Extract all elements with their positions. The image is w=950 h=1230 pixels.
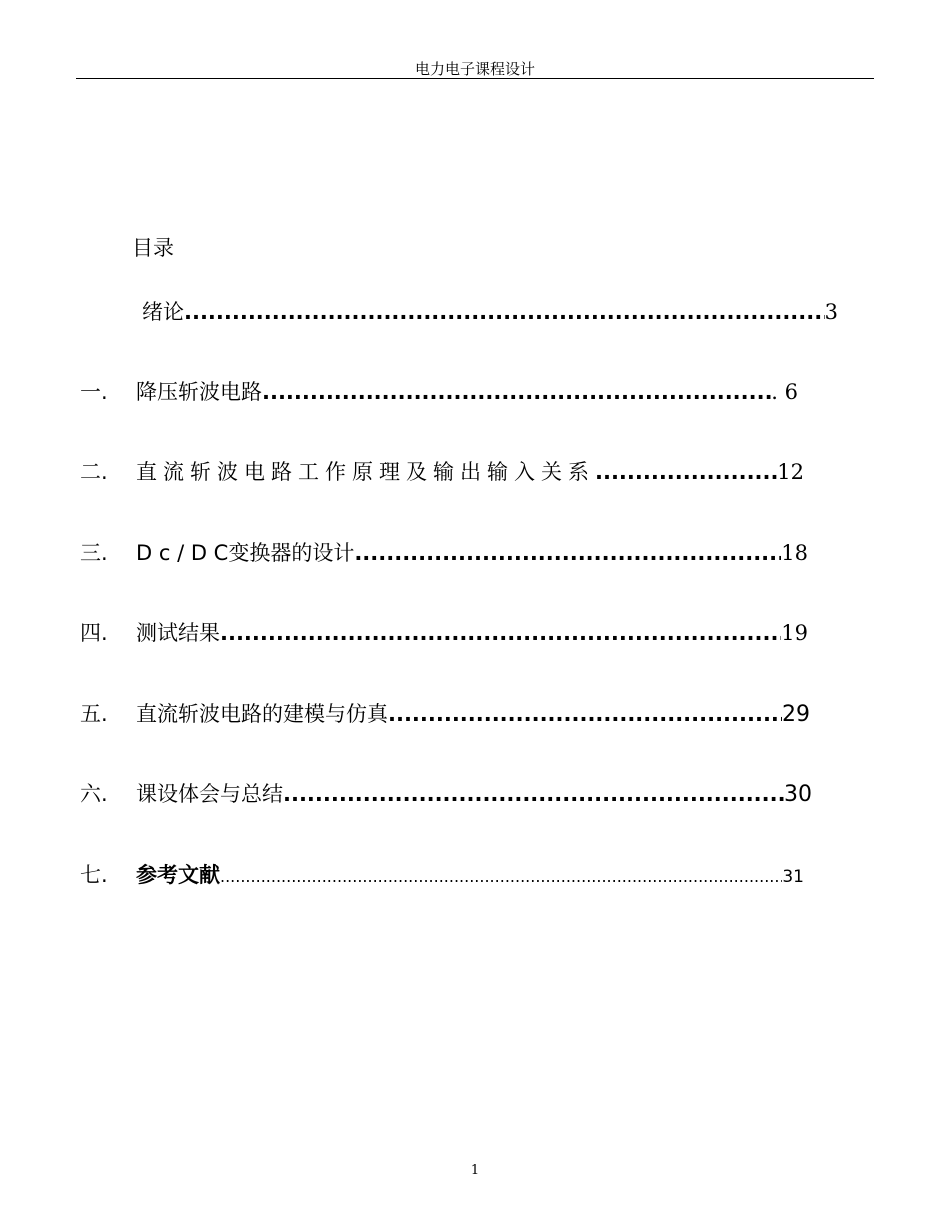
- toc-entry-1[interactable]: [80, 376, 798, 406]
- toc-entry-5[interactable]: [80, 698, 810, 728]
- toc-entry-label: 绪论: [142, 300, 184, 324]
- toc-entry-page: 31: [782, 867, 804, 887]
- running-header: 电力电子课程设计: [414, 60, 535, 78]
- toc-entry-number: 一.: [80, 380, 108, 404]
- toc-entry-label: 参考文献: [136, 863, 220, 887]
- toc-entry-label: 降压斩波电路: [136, 380, 262, 404]
- toc-leader-dots: [220, 621, 781, 645]
- page-number: 1: [470, 1163, 480, 1178]
- toc-leader-dots: [388, 702, 782, 726]
- toc-leader-dots: [220, 867, 782, 886]
- toc-entry-label: 测试结果: [136, 621, 220, 645]
- toc-entry-page: 3: [824, 300, 838, 324]
- header-rule: [76, 78, 874, 79]
- toc-entry-intro[interactable]: [142, 296, 838, 326]
- toc-entry-label: 直流斩波电路的建模与仿真: [136, 702, 388, 726]
- toc-leader-dots: [262, 380, 771, 404]
- toc-entry-3[interactable]: [80, 537, 808, 567]
- toc-entry-7[interactable]: [80, 859, 804, 889]
- toc-entry-number: 五.: [80, 702, 108, 726]
- toc-entry-6[interactable]: [80, 778, 812, 808]
- toc-entry-page: 12: [777, 460, 804, 484]
- toc-entry-number: 七.: [80, 863, 108, 887]
- toc-entry-page: 30: [784, 782, 812, 807]
- toc-entry-2[interactable]: [80, 456, 804, 486]
- toc-entry-number: 四.: [80, 621, 108, 645]
- toc-leader-dots: [283, 782, 784, 806]
- toc-entry-page: . 6: [771, 380, 798, 404]
- toc-entry-label: D c / D C变换器的设计: [136, 541, 355, 565]
- toc-entry-label: 直流斩波电路工作原理及输出输入关系: [136, 460, 595, 484]
- toc-entry-page: 18: [781, 541, 808, 565]
- toc-entry-label: 课设体会与总结: [136, 782, 283, 806]
- toc-leader-dots: [354, 541, 781, 565]
- toc-leader-dots: [184, 300, 825, 324]
- toc-entry-4[interactable]: [80, 617, 808, 647]
- toc-leader-dots: [595, 460, 777, 484]
- toc-entry-number: 六.: [80, 782, 108, 806]
- toc-title: 目录: [132, 236, 174, 260]
- toc-entry-page: 19: [781, 621, 808, 645]
- toc-entry-page: 29: [782, 702, 810, 727]
- toc-entry-number: 三.: [80, 541, 108, 565]
- toc-entry-number: 二.: [80, 460, 108, 484]
